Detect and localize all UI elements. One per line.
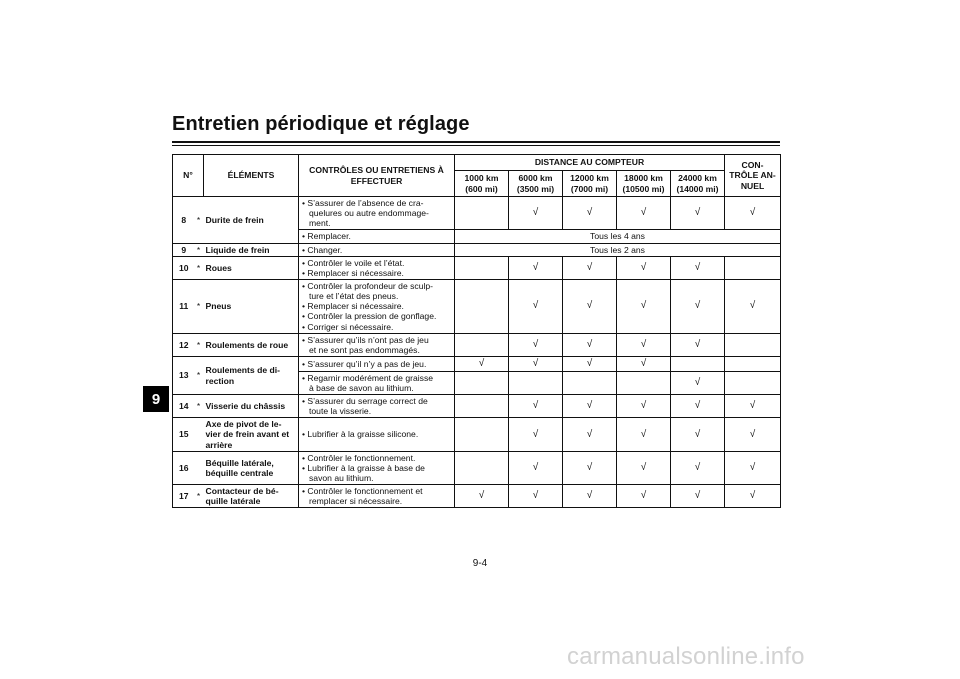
control-line: • Contrôler le fonctionnement. <box>302 452 416 463</box>
check-mark: √ <box>563 279 617 333</box>
check-mark: √ <box>617 418 671 451</box>
dealer-service-mark: * <box>194 197 204 244</box>
table-row <box>173 418 781 451</box>
item-element: Roues <box>204 256 299 279</box>
check-mark <box>455 197 509 230</box>
table-row <box>173 451 781 484</box>
dealer-service-mark: * <box>194 485 204 508</box>
check-mark <box>455 395 509 418</box>
page-number: 9-4 <box>472 558 488 569</box>
check-mark: √ <box>509 418 563 451</box>
check-mark: √ <box>563 395 617 418</box>
check-mark: √ <box>671 451 725 484</box>
item-controls <box>299 451 455 484</box>
header-no: N° <box>173 155 204 197</box>
check-mark: √ <box>509 485 563 508</box>
table-row <box>173 485 781 508</box>
dealer-service-mark <box>194 418 204 451</box>
interval-text: Tous les 2 ans <box>455 243 781 256</box>
check-mark <box>455 279 509 333</box>
check-mark: √ <box>671 256 725 279</box>
header-km: 24000 km (14000 mi) <box>671 171 725 197</box>
check-mark: √ <box>725 279 781 333</box>
header-km: 1000 km (600 mi) <box>455 171 509 197</box>
check-mark <box>509 371 563 394</box>
item-element: Durite de frein <box>204 197 299 244</box>
title-rule-thin <box>172 145 780 146</box>
table-row <box>173 279 781 333</box>
check-mark: √ <box>671 395 725 418</box>
check-mark: √ <box>563 356 617 371</box>
item-number: 13 <box>173 356 194 394</box>
check-mark: √ <box>563 451 617 484</box>
item-number: 16 <box>173 451 194 484</box>
table-row <box>173 197 781 230</box>
header-distance: DISTANCE AU COMPTEUR <box>455 155 725 171</box>
check-mark: √ <box>671 279 725 333</box>
check-mark <box>725 356 781 371</box>
dealer-service-mark <box>194 451 204 484</box>
check-mark: √ <box>617 485 671 508</box>
table-row <box>173 356 781 371</box>
check-mark: √ <box>725 197 781 230</box>
control-line: • Remplacer. <box>302 231 351 242</box>
control-line: • Contrôler la profondeur de sculp- ture et l’état des pneus. <box>302 280 434 302</box>
item-controls <box>299 485 455 508</box>
item-number: 14 <box>173 395 194 418</box>
item-number: 15 <box>173 418 194 451</box>
check-mark <box>725 256 781 279</box>
table-row <box>173 256 781 279</box>
check-mark <box>455 451 509 484</box>
control-line: • Contrôler la pression de gonflage. <box>302 311 437 322</box>
check-mark: √ <box>455 485 509 508</box>
control-line: • S’assurer qu’il n’y a pas de jeu. <box>302 358 427 369</box>
control-line: • Lubrifier à la graisse à base de savon au lithium. <box>302 462 425 484</box>
item-element: Visserie du châssis <box>204 395 299 418</box>
item-controls <box>299 230 455 243</box>
check-mark: √ <box>725 395 781 418</box>
table-row <box>173 243 781 256</box>
item-controls <box>299 333 455 356</box>
control-line: • Contrôler le voile et l’état. <box>302 257 405 268</box>
item-controls <box>299 256 455 279</box>
check-mark: √ <box>671 333 725 356</box>
control-line: • S’assurer du serrage correct de toute la visserie. <box>302 396 428 417</box>
item-element: Roulements de roue <box>204 333 299 356</box>
check-mark: √ <box>509 197 563 230</box>
dealer-service-mark: * <box>194 279 204 333</box>
check-mark: √ <box>617 333 671 356</box>
check-mark: √ <box>455 356 509 371</box>
check-mark: √ <box>617 256 671 279</box>
chapter-tab: 9 <box>143 386 169 412</box>
control-line: • Contrôler le fonctionnement et remplacer si nécessaire. <box>302 486 423 507</box>
check-mark: √ <box>509 395 563 418</box>
check-mark: √ <box>671 371 725 394</box>
watermark: carmanualsonline.info <box>567 643 805 670</box>
check-mark <box>563 371 617 394</box>
check-mark: √ <box>509 333 563 356</box>
control-line: • Changer. <box>302 244 343 255</box>
check-mark: √ <box>725 451 781 484</box>
item-number: 9 <box>173 243 194 256</box>
header-km: 18000 km (10500 mi) <box>617 171 671 197</box>
item-element: Contacteur de bé- quille latérale <box>204 485 299 508</box>
dealer-service-mark: * <box>194 256 204 279</box>
item-controls <box>299 395 455 418</box>
check-mark: √ <box>563 256 617 279</box>
check-mark: √ <box>671 485 725 508</box>
dealer-service-mark: * <box>194 243 204 256</box>
item-element: Roulements de di- rection <box>204 356 299 394</box>
control-line: • Remplacer si nécessaire. <box>302 301 404 312</box>
item-controls <box>299 356 455 371</box>
control-line: • Corriger si nécessaire. <box>302 321 394 332</box>
check-mark: √ <box>509 451 563 484</box>
control-line: • Lubrifier à la graisse silicone. <box>302 429 419 440</box>
check-mark: √ <box>725 485 781 508</box>
check-mark <box>455 256 509 279</box>
interval-text: Tous les 4 ans <box>455 230 781 243</box>
dealer-service-mark: * <box>194 356 204 394</box>
item-number: 10 <box>173 256 194 279</box>
check-mark <box>455 371 509 394</box>
check-mark: √ <box>671 197 725 230</box>
item-element: Béquille latérale, béquille centrale <box>204 451 299 484</box>
dealer-service-mark: * <box>194 395 204 418</box>
header-km: 12000 km (7000 mi) <box>563 171 617 197</box>
maintenance-table <box>172 154 781 508</box>
check-mark: √ <box>617 197 671 230</box>
header-controls: CONTRÔLES OU ENTRETIENS À EFFECTUER <box>299 155 455 197</box>
check-mark: √ <box>725 418 781 451</box>
check-mark: √ <box>563 333 617 356</box>
item-controls <box>299 243 455 256</box>
header-elements: ÉLÉMENTS <box>204 155 299 197</box>
item-element: Axe de pivot de le- vier de frein avant et arrière <box>204 418 299 451</box>
table-row <box>173 333 781 356</box>
check-mark: √ <box>617 356 671 371</box>
check-mark: √ <box>563 485 617 508</box>
item-number: 8 <box>173 197 194 244</box>
item-controls <box>299 418 455 451</box>
check-mark: √ <box>671 418 725 451</box>
check-mark: √ <box>617 395 671 418</box>
check-mark: √ <box>509 279 563 333</box>
check-mark <box>671 356 725 371</box>
check-mark <box>725 333 781 356</box>
header-km: 6000 km (3500 mi) <box>509 171 563 197</box>
check-mark: √ <box>563 197 617 230</box>
dealer-service-mark: * <box>194 333 204 356</box>
control-line: • S’assurer de l’absence de cra- quelures ou autre endommage- ment. <box>302 198 429 229</box>
check-mark: √ <box>617 451 671 484</box>
header-annual: CON- TRÔLE AN- NUEL <box>725 155 781 197</box>
item-number: 12 <box>173 333 194 356</box>
check-mark: √ <box>563 418 617 451</box>
control-line: • S’assurer qu’ils n’ont pas de jeu et ne sont pas endommagés. <box>302 334 429 355</box>
control-line: • Regarnir modérément de graisse à base de savon au lithium. <box>302 372 434 393</box>
check-mark <box>617 371 671 394</box>
item-number: 11 <box>173 279 194 333</box>
item-controls <box>299 279 455 333</box>
item-element: Liquide de frein <box>204 243 299 256</box>
item-controls <box>299 371 455 394</box>
check-mark: √ <box>509 256 563 279</box>
check-mark: √ <box>617 279 671 333</box>
check-mark <box>455 333 509 356</box>
title-rule <box>172 141 780 143</box>
control-line: • Remplacer si nécessaire. <box>302 267 404 278</box>
check-mark <box>725 371 781 394</box>
item-controls <box>299 197 455 230</box>
check-mark <box>455 418 509 451</box>
check-mark: √ <box>509 356 563 371</box>
item-number: 17 <box>173 485 194 508</box>
page-title: Entretien périodique et réglage <box>172 113 470 135</box>
item-element: Pneus <box>204 279 299 333</box>
table-row <box>173 395 781 418</box>
